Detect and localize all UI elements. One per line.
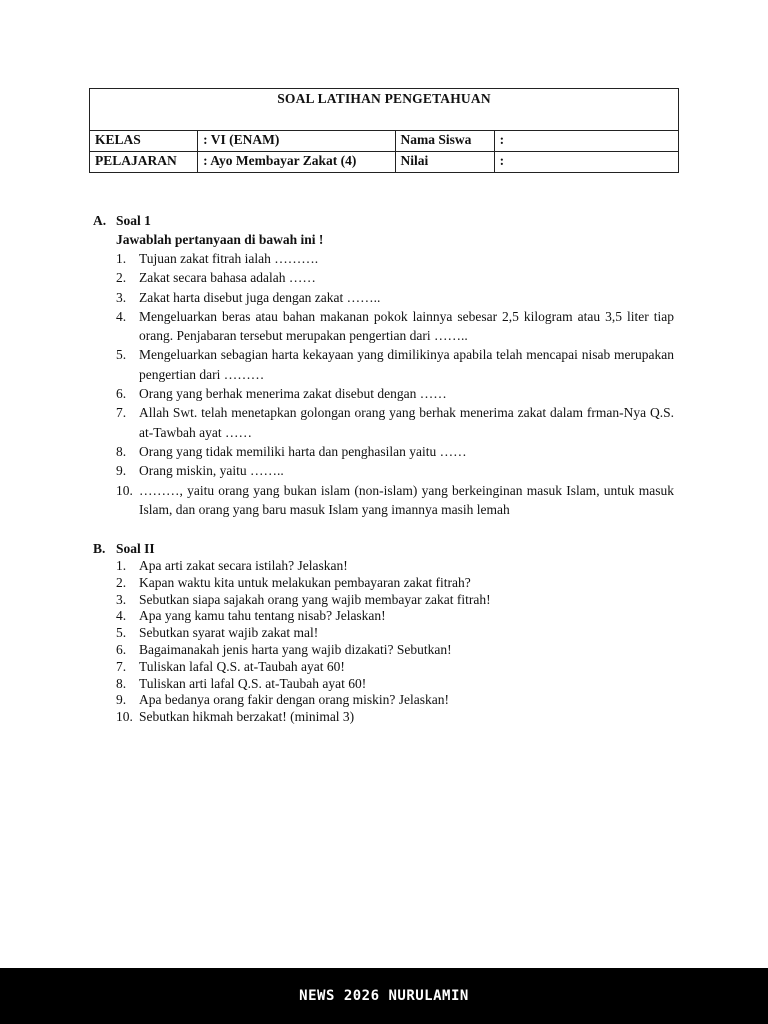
section-b-letter: B. (93, 541, 106, 556)
document-title: SOAL LATIHAN PENGETAHUAN (90, 89, 679, 131)
question-item (116, 345, 674, 384)
question-text: ………, yaitu orang yang bukan islam (non-islam) yang berkeinginan masuk Islam, untuk masuk Islam, dan orang yang baru masuk Islam yang imannya masih lemah (139, 482, 674, 517)
question-text: Tuliskan arti lafal Q.S. at-Taubah ayat 60! (139, 675, 367, 691)
question-text: Allah Swt. telah menetapkan golongan orang yang berhak menerima zakat dalam frman-Nya Q.S. at-Tawbah ayat …… (139, 405, 674, 440)
question-number: 1. (116, 558, 127, 573)
question-number: 7. (116, 405, 127, 421)
question-number: 8. (116, 443, 127, 459)
section-b-title: Soal II (116, 541, 155, 556)
question-number: 8. (116, 675, 127, 691)
question-item (116, 558, 674, 575)
question-item (116, 709, 674, 726)
question-text: Apa yang kamu tahu tentang nisab? Jelaskan! (139, 608, 386, 624)
footer-bar (0, 968, 768, 1024)
question-number: 6. (116, 386, 127, 402)
question-item (116, 642, 674, 659)
question-item (116, 442, 674, 461)
question-item (116, 268, 674, 287)
question-number: 3. (116, 591, 127, 607)
question-text: Zakat harta disebut juga dengan zakat …….. (139, 289, 381, 305)
question-item (116, 307, 674, 346)
question-number: 1. (116, 251, 127, 266)
question-item (116, 481, 674, 520)
question-number: 3. (116, 289, 127, 305)
question-item (116, 575, 674, 592)
question-item (116, 676, 674, 693)
question-item (116, 384, 674, 403)
question-number: 7. (116, 658, 127, 674)
question-text: Kapan waktu kita untuk melakukan pembayaran zakat fitrah? (139, 574, 471, 590)
footer-watermark-text: NEWS 2026 NURULAMIN (299, 988, 469, 1004)
question-number: 9. (116, 692, 127, 708)
question-text: Sebutkan syarat wajib zakat mal! (139, 625, 319, 641)
class-value: : VI (ENAM) (198, 131, 395, 152)
class-label: KELAS (90, 131, 198, 152)
question-text: Mengeluarkan sebagian harta kekayaan yang dimilikinya apabila telah mencapai nisab merupakan pengertian dari ……… (139, 347, 674, 382)
question-text: Orang miskin, yaitu …….. (139, 463, 284, 479)
question-text: Mengeluarkan beras atau bahan makanan pokok lainnya sebesar 2,5 kilogram atau 3,5 liter tiap orang. Penjabaran tersebut merupakan pengertian dari …….. (139, 308, 674, 344)
section-b-question-list (93, 558, 674, 726)
question-number: 9. (116, 463, 127, 479)
header-table (89, 88, 679, 173)
question-text: Apa bedanya orang fakir dengan orang miskin? Jelaskan! (139, 692, 450, 708)
student-name-label: Nama Siswa (395, 131, 494, 152)
question-number: 5. (116, 625, 127, 641)
subject-label: PELAJARAN (90, 152, 198, 173)
question-text: Tujuan zakat fitrah ialah ………. (139, 251, 319, 266)
question-text: Bagaimanakah jenis harta yang wajib dizakati? Sebutkan! (139, 641, 452, 657)
question-number: 2. (116, 270, 127, 286)
question-text: Tuliskan lafal Q.S. at-Taubah ayat 60! (139, 658, 345, 674)
section-a-heading (93, 211, 674, 230)
question-number: 2. (116, 574, 127, 590)
question-text: Sebutkan hikmah berzakat! (minimal 3) (139, 709, 355, 725)
subject-value: : Ayo Membayar Zakat (4) (198, 152, 395, 173)
question-item (116, 608, 674, 625)
question-number: 6. (116, 641, 127, 657)
question-item (116, 461, 674, 480)
question-number: 10. (116, 482, 133, 498)
question-item (116, 592, 674, 609)
question-text: Zakat secara bahasa adalah …… (139, 270, 316, 286)
section-a-instruction: Jawablah pertanyaan di bawah ini ! (116, 232, 324, 247)
question-item (116, 249, 674, 268)
question-item (116, 288, 674, 307)
question-text: Sebutkan siapa sajakah orang yang wajib membayar zakat fitrah! (139, 591, 491, 607)
section-a-letter: A. (93, 213, 107, 228)
score-value: : (494, 152, 678, 173)
section-a-question-list (93, 249, 674, 519)
question-text: Orang yang tidak memiliki harta dan penghasilan yaitu …… (139, 443, 467, 459)
section-b-heading (93, 539, 674, 558)
question-number: 10. (116, 709, 133, 725)
question-item (116, 659, 674, 676)
student-name-value: : (494, 131, 678, 152)
question-number: 5. (116, 347, 127, 363)
score-label: Nilai (395, 152, 494, 173)
section-b (93, 539, 674, 726)
question-item (116, 625, 674, 642)
section-a (93, 211, 674, 519)
question-text: Apa arti zakat secara istilah? Jelaskan! (139, 558, 348, 573)
section-a-title: Soal 1 (116, 213, 151, 228)
question-item (116, 692, 674, 709)
question-number: 4. (116, 308, 127, 324)
question-text: Orang yang berhak menerima zakat disebut dengan …… (139, 386, 447, 402)
question-item (116, 403, 674, 442)
question-number: 4. (116, 608, 127, 624)
